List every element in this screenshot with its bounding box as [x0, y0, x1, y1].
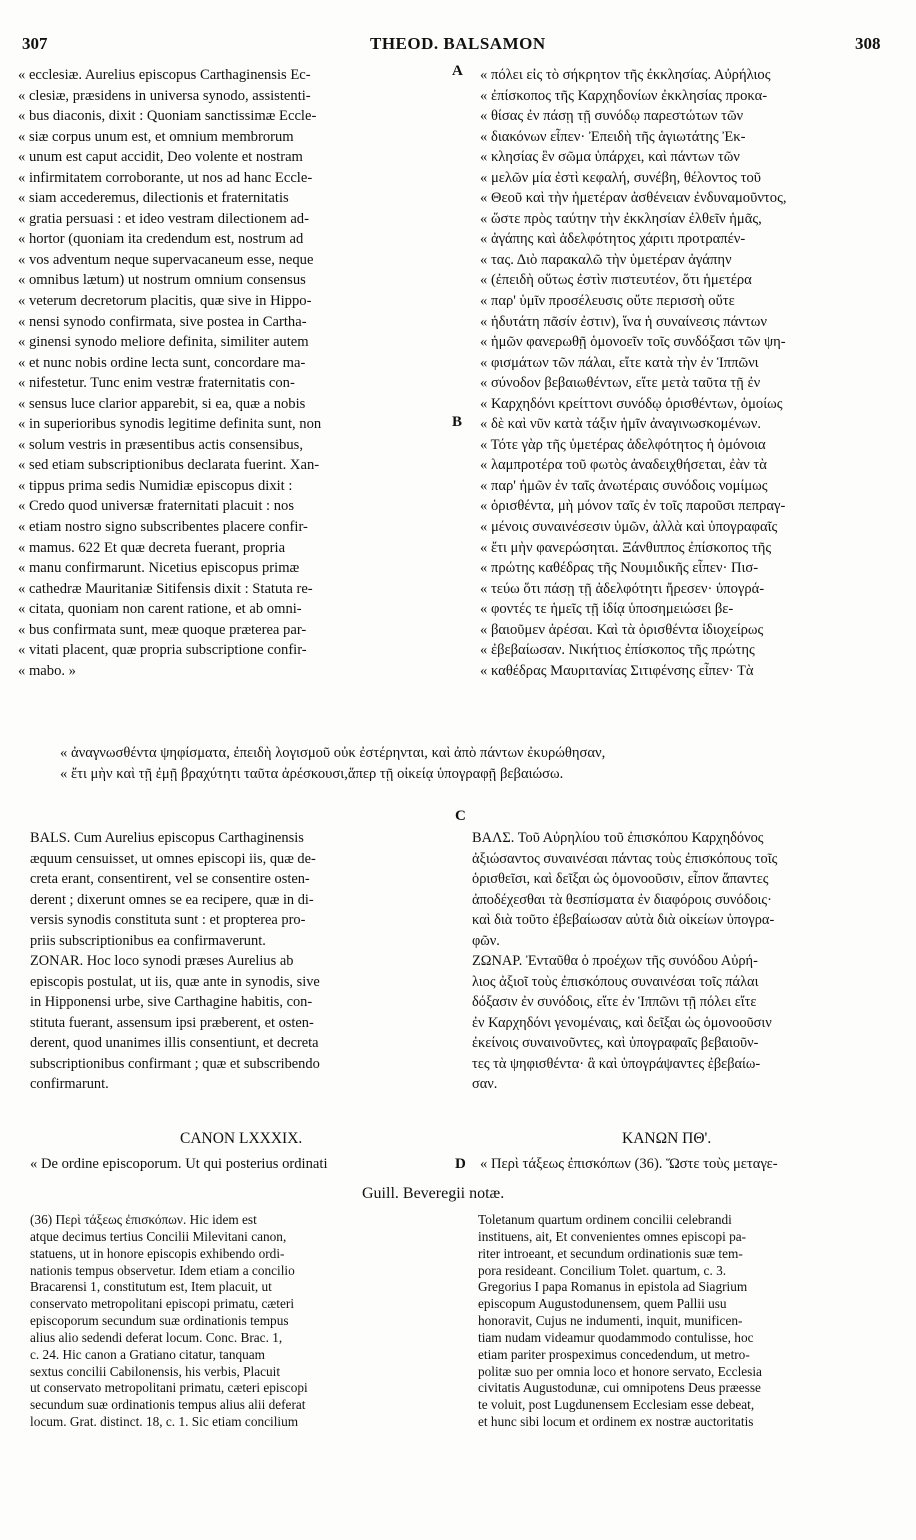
- greek-full-line: « ἔτι μὴν καὶ τῇ ἐμῇ βραχύτητι ταῦτα ἀρέσκουσι,ἅπερ τῇ οἰκείᾳ ὑπογραφῇ βεβαιώσω.: [60, 765, 564, 782]
- greek-text-line: « (ἐπειδὴ οὕτως ἐστὶν πιστευτέον, ὅτι ἡμετέρα: [480, 272, 752, 289]
- latin-text-line: « cathedræ Mauritaniæ Sitifensis dixit : Statuta re-: [18, 580, 313, 597]
- latin-text-line: « gratia persuasi : et ideo vestram dilectionem ad-: [18, 210, 309, 227]
- latin-scholia-column: [30, 828, 448, 1095]
- notes-right-line: et hunc sibi locum et ordinem ex nostræ auctoritatis: [478, 1414, 754, 1430]
- notes-left-line: Bracarensi 1, constitutum est, Item placuit, ut: [30, 1279, 272, 1295]
- latin-text-line: « nensi synodo confirmata, sive postea in Cartha-: [18, 313, 307, 330]
- greek-text-line: « πόλει εἰς τὸ σήκρητον τῆς ἐκκλησίας. Αὐρήλιος: [480, 67, 771, 83]
- margin-marker-a: A: [452, 63, 463, 79]
- notes-left-line: secundum suæ ordinationis tempus alius alii deferat: [30, 1397, 306, 1413]
- greek-scholia-line: δόξασιν ἐν συνόδοις, εἴτε ἐν Ἱππῶνι τῇ πόλει εἴτε: [472, 994, 757, 1010]
- greek-text-line: « ὁρισθέντα, μὴ μόνον ταῖς ἐν τοῖς παροῦσι πεπραγ-: [480, 498, 786, 515]
- greek-text-line: « Τότε γὰρ τῆς ὑμετέρας ἀδελφότητος ἡ ὁμόνοια: [480, 436, 766, 453]
- notes-left-column: [30, 1212, 455, 1431]
- greek-scholia-line: λιος ἀξιοῖ τοὺς ἐπισκόπους συναινέσαι τοῖς πάλαι: [472, 973, 759, 990]
- latin-text-line: « solum vestris in præsentibus actis consensibus,: [18, 436, 303, 453]
- greek-text-line: « κλησίας ἓν σῶμα ὑπάρχει, καὶ πάντων τῶν: [480, 149, 740, 166]
- latin-text-line: « citata, quoniam non carent ratione, et ab omni-: [18, 601, 302, 618]
- notes-right-line: episcopum Augustodunensem, quem Pallii usu: [478, 1296, 727, 1312]
- greek-text-line: « μένοις συναινέσεσιν ὑμῶν, ἀλλὰ καὶ ὑπογραφαῖς: [480, 519, 778, 536]
- greek-scholia-line: ὁρισθεῖσι, καὶ δεῖξαι ὡς ὁμονοοῦσιν, εἶπον ἅπαντες: [472, 871, 769, 887]
- latin-text-line: « ginensi synodo meliore definita, similiter autem: [18, 334, 309, 351]
- latin-scholia-line: in Hipponensi urbe, sive Carthagine habitis, con-: [30, 994, 313, 1010]
- notes-right-line: etiam pariter prospeximus concedendum, ut metro-: [478, 1346, 750, 1362]
- latin-text-line: « infirmitatem corroborante, ut nos ad hanc Eccle-: [18, 169, 313, 186]
- greek-text-line: « βαιοῦμεν ἀρέσαι. Καὶ τὰ ὁρισθέντα ἰδιοχείρως: [480, 621, 764, 638]
- margin-marker-c: C: [455, 808, 466, 824]
- greek-text-line: « Θεοῦ καὶ τὴν ἡμετέραν ἀσθένειαν ἐνδυναμοῦντος,: [480, 190, 787, 207]
- greek-text-line: « καθέδρας Μαυριτανίας Σιτιφένσης εἶπεν· Τὰ: [480, 662, 754, 679]
- greek-text-line: « ἐπίσκοπος τῆς Καρχηδονίων ἐκκλησίας προκα-: [480, 87, 768, 104]
- greek-scholia-line: σαν.: [472, 1076, 498, 1092]
- page-number-right: 308: [855, 34, 881, 53]
- greek-scholia-line: ἀξιώσαντος συναινέσαι πάντας τοὺς ἐπισκόπους τοῖς: [472, 850, 778, 867]
- margin-marker-b: B: [452, 414, 463, 430]
- latin-scholia-line: confirmarunt.: [30, 1076, 109, 1092]
- greek-text-line: « πρώτης καθέδρας τῆς Νουμιδικῆς εἶπεν· Πισ-: [480, 560, 759, 577]
- latin-scholia-line: subscriptionibus confirmant ; quæ et subscribendo: [30, 1055, 320, 1072]
- greek-scholia-line: ΖΩΝΑΡ. Ἐνταῦθα ὁ προέχων τῆς συνόδου Αὐρή-: [472, 953, 758, 969]
- greek-text-line: « ὥστε πρὸς ταύτην τὴν ἐκκλησίαν ἐλθεῖν ἡμᾶς,: [480, 210, 762, 227]
- latin-text-line: « tippus prima sedis Numidiæ episcopus dixit :: [18, 477, 293, 494]
- latin-text-line: « vitati placent, quæ propria subscriptione confir-: [18, 642, 307, 659]
- greek-scholia-line: φῶν.: [472, 932, 500, 949]
- greek-scholia-column: [472, 828, 902, 1095]
- latin-text-line: « veterum decretorum placitis, quæ sive in Hippo-: [18, 293, 312, 310]
- greek-scholia-line: ἐκείνοις συναινοῦντες, καὶ ὑπογραφαῖς βεβαιοῦν-: [472, 1035, 759, 1051]
- greek-scholia-line: ἀποδέχεσθαι τὰ θεσπίσματα ἐν διαφόροις συνόδοις·: [472, 891, 772, 908]
- greek-scholia-line: ἐν Καρχηδόνι γενομέναις, καὶ δεῖξαι ὡς ὁμονοοῦσιν: [472, 1014, 772, 1031]
- latin-scholia-line: stituta fuerant, assensum ipsi præberent, et osten-: [30, 1014, 314, 1031]
- latin-scholia-line: versis synodis constituta sunt : et propterea pro-: [30, 912, 306, 928]
- latin-scholia-line: æquum censuisset, ut omnes episcopi iis, quæ de-: [30, 850, 316, 867]
- greek-text-line: « παρ' ἡμῶν ἐν ταῖς ἀνωτέραις συνόδοις νομίμως: [480, 477, 768, 494]
- greek-scholia-line: ΒΑΛΣ. Τοῦ Αὐρηλίου τοῦ ἐπισκόπου Καρχηδόνος: [472, 830, 764, 846]
- greek-text-line: « Καρχηδόνι κρείττονι συνόδῳ ὁρισθέντων, ὁμοίως: [480, 395, 783, 412]
- latin-text-line: « omnibus lætum) ut nostrum omnium consensus: [18, 272, 306, 289]
- latin-scholia-line: BALS. Cum Aurelius episcopus Carthaginensis: [30, 830, 304, 846]
- latin-scholia-line: episcopis postulat, ut iis, quæ ante in synodis, sive: [30, 973, 320, 990]
- latin-text-column: [18, 65, 448, 681]
- latin-text-line: « manu confirmarunt. Nicetius episcopus primæ: [18, 560, 300, 577]
- greek-text-line: « ἐβεβαίωσαν. Νικήτιος ἐπίσκοπος τῆς πρώτης: [480, 642, 755, 659]
- greek-text-line: « παρ' ὑμῖν προσέλευσις οὔτε περισσὴ οὔτε: [480, 293, 735, 310]
- notes-right-line: pora resideant. Concilium Tolet. quartum, c. 3.: [478, 1262, 727, 1278]
- greek-text-line: « φισμάτων τῶν πάλαι, εἴτε κατὰ τὴν ἐν Ἱππῶνι: [480, 354, 759, 371]
- notes-left-line: atque decimus tertius Concilii Milevitani canon,: [30, 1228, 287, 1244]
- greek-text-line: « μελῶν μία ἐστὶ κεφαλή, συνέβη, θέλοντος τοῦ: [480, 169, 761, 186]
- notes-left-line: (36) Περὶ τάξεως ἐπισκόπων. Hic idem est: [30, 1212, 257, 1227]
- latin-scholia-line: creta erant, consentirent, vel se consentire osten-: [30, 871, 310, 887]
- notes-right-line: tiam nudam videamur quodammodo contulisse, hoc: [478, 1329, 754, 1345]
- notes-right-line: te voluit, post Lugdunensem Ecclesiam esse debeat,: [478, 1397, 755, 1413]
- page-number-left: 307: [22, 34, 48, 53]
- notes-left-line: alius alio sedendi deferat locum. Conc. Brac. 1,: [30, 1329, 283, 1345]
- notes-left-line: locum. Grat. distinct. 18, c. 1. Sic etiam concilium: [30, 1414, 299, 1430]
- latin-text-line: « mamus. 622 Et quæ decreta fuerant, propria: [18, 539, 286, 556]
- greek-text-line: « σύνοδον βεβαιωθέντων, εἴτε μετὰ ταῦτα τῇ ἐν: [480, 375, 761, 392]
- greek-full-width-text: [60, 743, 910, 784]
- canon-latin-title: CANON LXXXIX.: [180, 1130, 303, 1147]
- notes-right-line: instituens, ait, Et convenientes omnes episcopi pa-: [478, 1228, 747, 1244]
- notes-right-line: honoravit, Cujus ne indumenti, inquit, munificen-: [478, 1313, 743, 1329]
- canon-greek-line: « Περὶ τάξεως ἐπισκόπων (36). Ὥστε τοὺς μεταγε-: [480, 1156, 778, 1172]
- running-title: THEOD. BALSAMON: [370, 34, 546, 53]
- latin-text-line: « sed etiam subscriptionibus declarata fuerint. Xan-: [18, 457, 320, 474]
- greek-text-line: « δὲ καὶ νῦν κατὰ τάξιν ἡμῖν ἀναγινωσκομένων.: [480, 416, 762, 433]
- latin-text-line: « etiam nostro signo subscribentes placere confir-: [18, 519, 308, 536]
- latin-scholia-line: derent ; dixerunt omnes se ea recipere, quæ in di-: [30, 891, 314, 908]
- latin-text-line: « unum est caput accidit, Deo volente et nostram: [18, 149, 303, 166]
- latin-text-line: « ecclesiæ. Aurelius episcopus Carthaginensis Ec-: [18, 67, 311, 83]
- latin-text-line: « siæ corpus unum est, et omnium membrorum: [18, 128, 294, 145]
- greek-text-line: « διακόνων εἶπεν· Ἐπειδὴ τῆς ἁγιωτάτης Ἐκ-: [480, 128, 746, 145]
- notes-title: Guill. Beveregii notæ.: [362, 1185, 505, 1202]
- greek-text-line: « τας. Διὸ παρακαλῶ τὴν ὑμετέραν ἀγάπην: [480, 251, 732, 268]
- greek-full-line: « ἀναγνωσθέντα ψηφίσματα, ἐπειδὴ λογισμοῦ οὐκ ἐστέρηνται, καὶ ἀπὸ πάντων ἐκυρώθησαν,: [60, 745, 606, 761]
- greek-text-line: « φοντές τε ἡμεῖς τῇ ἰδίᾳ ὑποσημειώσει βε-: [480, 601, 734, 618]
- greek-text-line: « τεύω ὅτι πάσῃ τῇ ἀδελφότητι ἤρεσεν· ὑπογρά-: [480, 580, 765, 597]
- notes-left-line: episcoporum secundum suæ ordinationis tempus: [30, 1313, 289, 1329]
- notes-right-line: politæ suo per omnia loco et honore servato, Ecclesia: [478, 1363, 762, 1379]
- latin-scholia-line: derent, quod unanimes illis consentiunt, et decreta: [30, 1035, 319, 1051]
- greek-scholia-line: καὶ διὰ τοῦτο ἐβεβαίωσαν αὐτὰ διὰ οἰκείων ὑπογρα-: [472, 912, 775, 928]
- notes-left-line: ut conservato metropolitani primatu, cæteri episcopi: [30, 1380, 308, 1396]
- latin-text-line: « clesiæ, præsidens in universa synodo, assistenti-: [18, 87, 311, 104]
- notes-left-line: sextus concilii Cabilonensis, his verbis, Placuit: [30, 1363, 281, 1379]
- greek-text-line: « ἡμῶν φανερωθῇ ὁμονοεῖν τοῖς συνδόξασι τῶν ψη-: [480, 334, 786, 351]
- latin-text-line: « hortor (quoniam ita credendum est, nostrum ad: [18, 231, 304, 248]
- latin-scholia-line: priis subscriptionibus ea confirmaverunt.: [30, 932, 266, 949]
- latin-text-line: « vos adventum neque supervacaneum esse, neque: [18, 251, 314, 268]
- greek-text-line: « ἀγάπης καὶ ἀδελφότητος χάριτι προτραπέν-: [480, 231, 746, 248]
- notes-right-column: [478, 1212, 903, 1431]
- latin-text-line: « nifestetur. Tunc enim vestræ fraternitatis con-: [18, 375, 295, 392]
- canon-greek-title: ΚΑΝΩΝ ΠΘ'.: [622, 1130, 712, 1147]
- canon-latin-line: « De ordine episcoporum. Ut qui posterius ordinati: [30, 1156, 328, 1172]
- greek-scholia-line: τες τὰ ψηφισθέντα· ἃ καὶ ὑπογράψαντες ἐβεβαίω-: [472, 1055, 761, 1072]
- greek-text-line: « ἔτι μὴν φανερώσηται. Ξάνθιππος ἐπίσκοπος τῆς: [480, 539, 772, 556]
- latin-text-line: « bus diaconis, dixit : Quoniam sanctissimæ Eccle-: [18, 108, 317, 125]
- notes-right-line: riter introeant, et secundum ordinationis suæ tem-: [478, 1245, 743, 1261]
- margin-marker-d: D: [455, 1156, 466, 1172]
- latin-text-line: « Credo quod universæ fraternitati placuit : nos: [18, 498, 295, 515]
- greek-text-line: « ἡδυτάτη πᾶσίν ἐστιν), ἵνα ἡ συναίνεσις πάντων: [480, 313, 767, 330]
- notes-left-line: c. 24. Hic canon a Gratiano citatur, tanquam: [30, 1346, 266, 1362]
- latin-text-line: « bus confirmata sunt, meæ quoque præterea par-: [18, 621, 307, 638]
- notes-right-line: Gregorius I papa Romanus in epistola ad Siagrium: [478, 1279, 748, 1295]
- latin-text-line: « siam accederemus, dilectionis et fraternitatis: [18, 190, 289, 207]
- notes-right-line: Toletanum quartum ordinem concilii celebrandi: [478, 1212, 732, 1227]
- greek-text-column: [480, 65, 905, 681]
- latin-text-line: « in superioribus synodis legitime definita sunt, non: [18, 416, 322, 433]
- latin-text-line: « mabo. »: [18, 662, 76, 679]
- latin-scholia-line: ZONAR. Hoc loco synodi præses Aurelius ab: [30, 953, 294, 969]
- notes-left-line: statuens, ut in honore episcopis exhibendo ordi-: [30, 1245, 285, 1261]
- notes-left-line: conservato metropolitani episcopi primatu, cæteri: [30, 1296, 295, 1312]
- latin-text-line: « sensus luce clarior apparebit, si ea, quæ a nobis: [18, 395, 306, 412]
- notes-right-line: civitatis Augustodunæ, cui omnipotens Deus præesse: [478, 1380, 761, 1396]
- greek-text-line: « θίσας ἐν πάσῃ τῇ συνόδῳ παρεστώτων τῶν: [480, 108, 744, 125]
- greek-text-line: « λαμπροτέρα τοῦ φωτὸς ἀναδειχθήσεται, ἐὰν τὰ: [480, 457, 767, 474]
- latin-text-line: « et nunc nobis ordine lecta sunt, concordare ma-: [18, 354, 306, 371]
- notes-left-line: nationis tempus observetur. Idem etiam a concilio: [30, 1262, 295, 1278]
